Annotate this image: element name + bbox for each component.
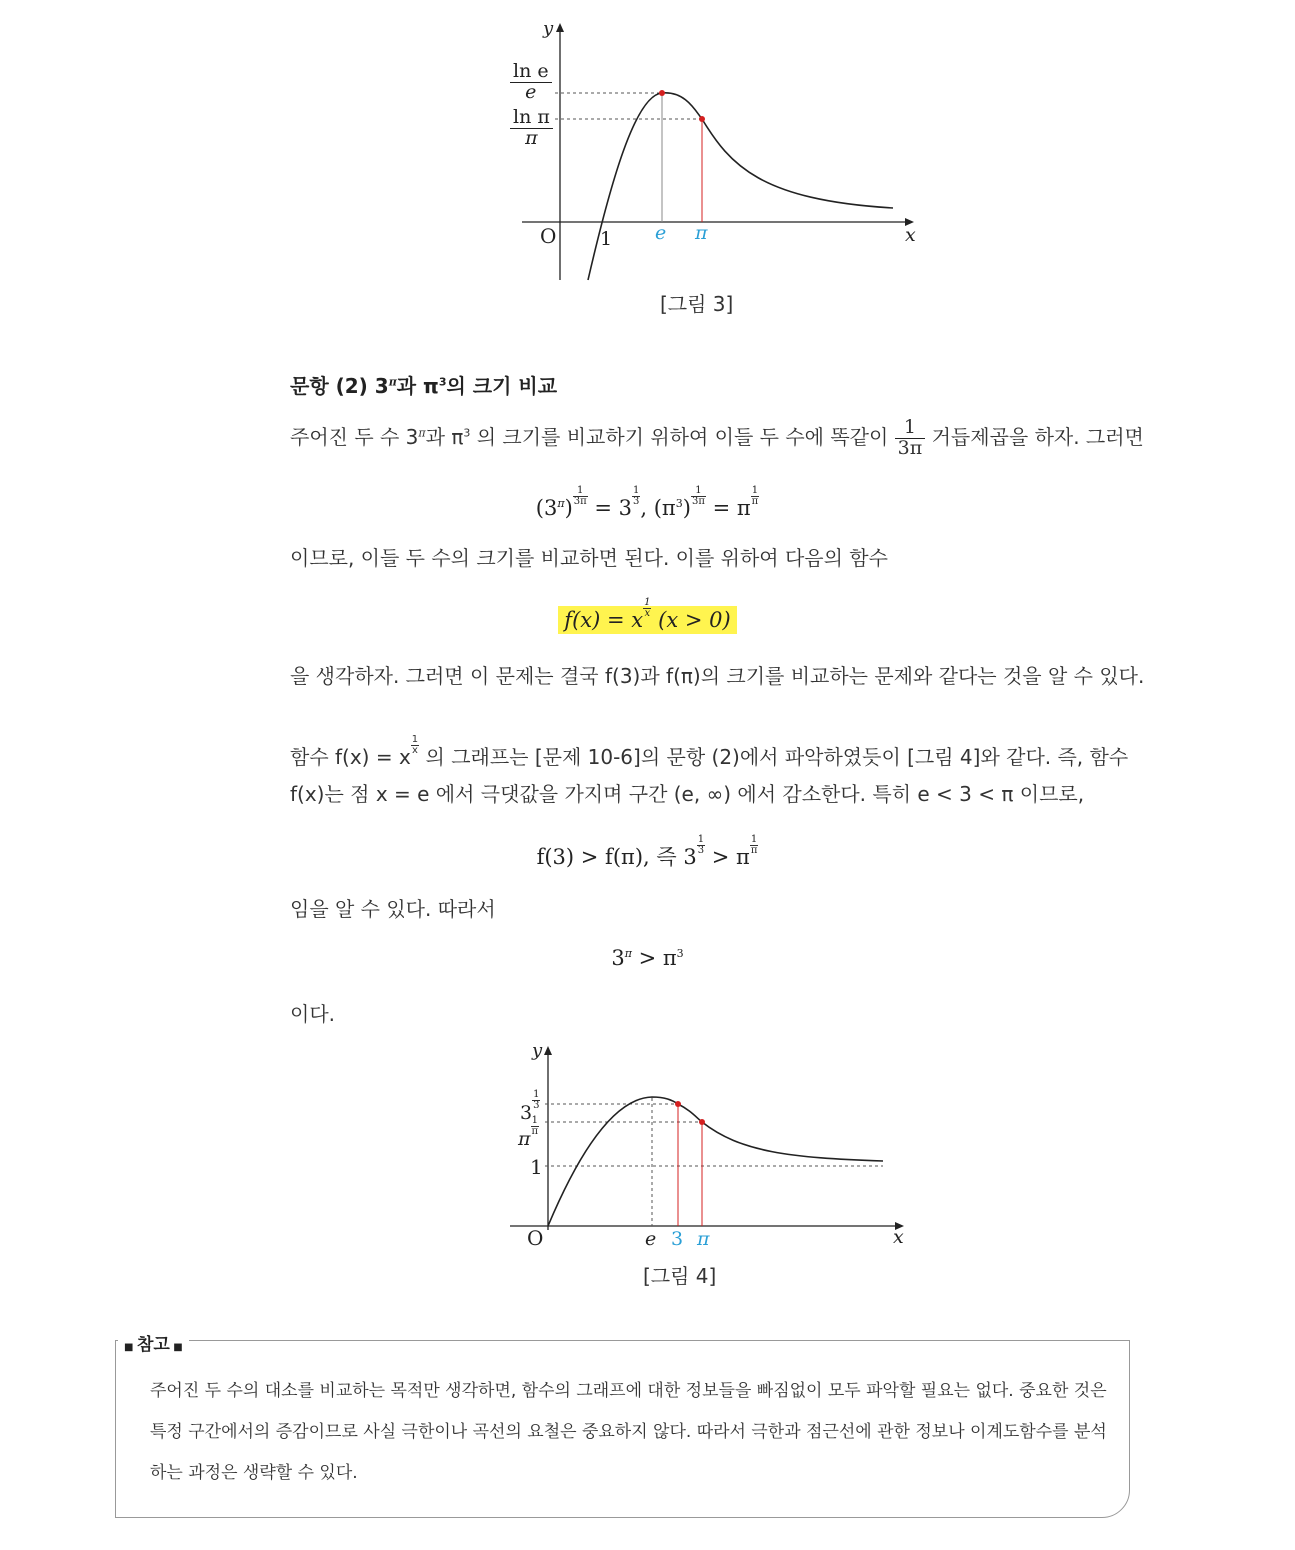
fig3-tick-one: 1 — [600, 228, 613, 250]
p1-exp-pi: π — [418, 426, 426, 440]
eq1-eq-right: = π — [705, 496, 751, 520]
fig3-tick-e: e — [655, 222, 667, 244]
paragraph-3: 을 생각하자. 그러면 이 문제는 결국 f(3)과 f(π)의 크기를 비교하는 문제와 같다는 것을 알 수 있다. — [290, 664, 1145, 688]
fig3-e: e — [525, 80, 537, 103]
eq3-a: f(3) > f(π), 즉 3 — [536, 845, 697, 869]
fig4-label-pi-den: π — [531, 1126, 539, 1137]
heading-suffix: 의 크기 비교 — [446, 374, 558, 398]
figure-4 — [500, 1040, 920, 1250]
paragraph-5: f(x)는 점 x = e 에서 극댓값을 가지며 구간 (e, ∞) 에서 감소한다. 특히 e < 3 < π 이므로, — [290, 782, 1085, 806]
fig3-y-arrow — [556, 23, 564, 32]
fig4-y-arrow — [544, 1046, 552, 1055]
fig4-point-3 — [675, 1101, 681, 1107]
p1-frac-num: 1 — [895, 418, 926, 439]
p1-mid1: 과 π — [425, 424, 464, 449]
equation-1 — [0, 486, 1295, 520]
note-line-3: 하는 과정은 생략할 수 있다. — [150, 1463, 358, 1483]
fig4-label-3-base: 3 — [520, 1102, 533, 1124]
heading-exp2: 3 — [438, 375, 447, 389]
p1-before: 주어진 두 수 3 — [290, 424, 419, 449]
eq3-e1-den: 3 — [697, 845, 705, 856]
fig4-tick-3: 3 — [671, 1228, 684, 1250]
fig4-label-3-den: 3 — [533, 1100, 540, 1111]
p4-exp-den: x — [412, 745, 418, 756]
p1-mid2: 의 크기를 비교하기 위하여 이들 두 수에 똑같이 — [470, 424, 889, 449]
eq2-cond: (x > 0) — [651, 608, 731, 632]
figure-3 — [500, 15, 930, 290]
fig3-lnpi: ln π — [510, 108, 553, 129]
heading-prefix: 문항 (2) 3 — [290, 374, 389, 398]
heading-mid: 과 π — [396, 374, 439, 398]
fig4-tick-e: e — [645, 1228, 657, 1250]
fig4-label-pi-num: 1 — [531, 1115, 538, 1126]
eq1-pw2-num: 1 — [691, 486, 706, 497]
eq1-third-den: 3 — [633, 496, 640, 507]
paragraph-6: 임을 알 수 있다. 따라서 — [290, 897, 496, 921]
paragraph-4 — [290, 735, 1128, 770]
fig4-label-3-num: 1 — [533, 1089, 540, 1100]
eq3-b: > π — [705, 845, 750, 869]
eq1-pirt-num: 1 — [751, 485, 759, 496]
eq4-exp2: 3 — [676, 947, 684, 960]
fig3-lne: ln e — [510, 62, 552, 83]
fig3-max-point — [659, 90, 665, 96]
fig3-label-lne-over-e — [510, 62, 552, 103]
fig4-label-pi — [518, 1116, 539, 1150]
eq1-third-num: 1 — [633, 485, 640, 496]
p4-a: 함수 f(x) = x — [290, 745, 411, 769]
eq2-exp-den: x — [644, 608, 651, 619]
eq1-pi-exp: 3 — [675, 497, 683, 510]
fig3-pi-point — [699, 116, 705, 122]
note-line-2: 특정 구간에서의 증감이므로 사실 극한이나 곡선의 요철은 중요하지 않다. 따라서 극한과 점근선에 관한 정보나 이계도함수를 분석 — [150, 1422, 1107, 1442]
eq2-highlight — [558, 597, 736, 634]
equation-4 — [0, 946, 1295, 970]
eq1-pi-close: ) — [682, 496, 691, 520]
fig3-label-lnpi-over-pi — [510, 108, 553, 149]
fig3-x-label: x — [905, 224, 916, 246]
paragraph-7: 이다. — [290, 1002, 335, 1026]
eq1-left-exp: π — [557, 497, 565, 510]
note-title-text: 참고 — [136, 1335, 170, 1355]
heading-exp1: π — [388, 375, 397, 389]
fig4-y-label: y — [532, 1040, 543, 1061]
fig4-point-pi — [699, 1119, 705, 1125]
p1-exp-3: 3 — [463, 426, 471, 440]
fig3-tick-pi: π — [695, 222, 708, 244]
eq3-e2-num: 1 — [750, 834, 758, 845]
eq1-pw2-den: 3π — [691, 496, 705, 507]
eq4-a: 3 — [611, 946, 625, 970]
fig4-label-pi-base: π — [518, 1128, 531, 1150]
fig4-curve — [548, 1097, 883, 1226]
eq1-left: (3 — [535, 496, 558, 520]
note-line-1: 주어진 두 수의 대소를 비교하는 목적만 생각하면, 함수의 그래프에 대한 정보들을 빠짐없이 모두 파악할 필요는 없다. 중요한 것은 — [150, 1381, 1107, 1401]
equation-3 — [0, 835, 1295, 871]
eq1-pw-den: 3π — [573, 496, 587, 507]
p1-after: 거듭제곱을 하자. 그러면 — [931, 424, 1144, 449]
fig4-origin: O — [527, 1226, 544, 1250]
fig3-y-label: y — [543, 18, 554, 39]
eq3-e1-num: 1 — [697, 834, 705, 845]
paragraph-1 — [290, 418, 1144, 459]
paragraph-2: 이므로, 이들 두 수의 크기를 비교하면 된다. 이를 위하여 다음의 함수 — [290, 546, 888, 570]
eq1-pw-num: 1 — [573, 486, 588, 497]
fig3-origin: O — [540, 224, 557, 248]
fig4-caption: [그림 4] — [643, 1264, 717, 1288]
fig3-caption: [그림 3] — [660, 292, 734, 316]
eq1-sep: , (π — [640, 496, 676, 520]
note-title: ■ 참고 ■ — [118, 1330, 189, 1355]
eq4-exp1: π — [624, 947, 632, 960]
equation-2 — [0, 598, 1295, 632]
fig3-pi: π — [525, 126, 538, 149]
section-heading — [290, 370, 557, 399]
p4-b: 의 그래프는 [문제 10-6]의 문항 (2)에서 파악하였듯이 [그림 4]와 같다. 즉, 함수 — [419, 745, 1129, 769]
eq1-eq-mid: = 3 — [587, 496, 633, 520]
p1-frac-den: 3π — [897, 436, 923, 459]
fig4-label-one: 1 — [530, 1155, 543, 1179]
fig4-x-label: x — [893, 1226, 904, 1248]
eq2-lhs: f(x) = x — [564, 608, 644, 632]
eq3-e2-den: π — [750, 845, 758, 856]
fig3-curve — [588, 93, 893, 280]
eq2-exp-num: 1 — [644, 597, 651, 608]
p4-exp-num: 1 — [411, 734, 419, 745]
eq1-left-close: ) — [564, 496, 573, 520]
fig4-tick-pi: π — [697, 1228, 710, 1250]
eq1-pirt-den: π — [751, 496, 759, 507]
eq4-b: > π — [631, 946, 677, 970]
